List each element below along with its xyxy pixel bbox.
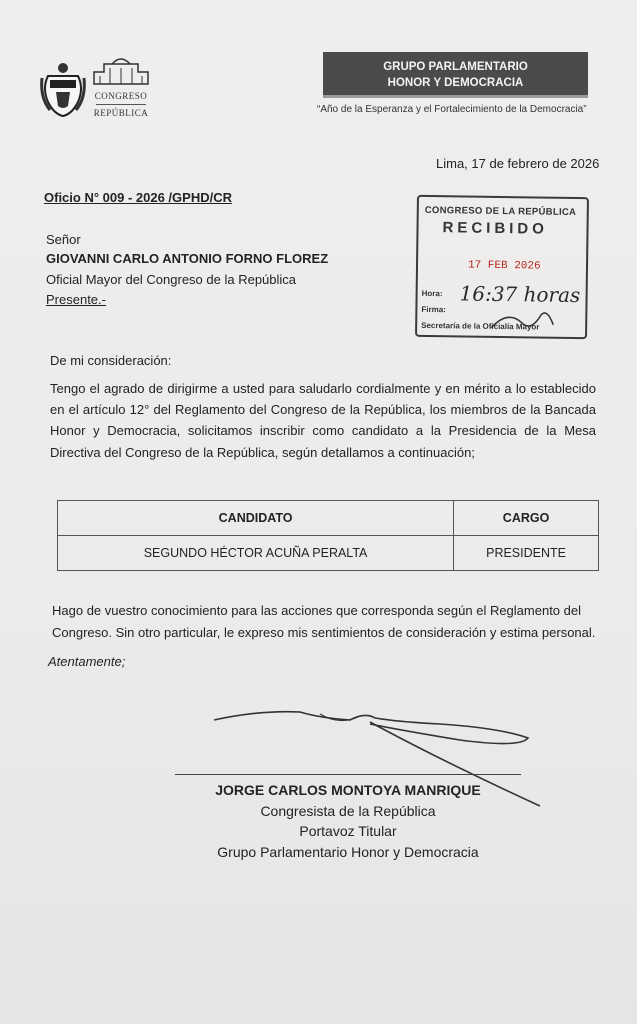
received-stamp bbox=[415, 195, 589, 339]
logo-divider bbox=[96, 104, 146, 105]
year-motto: “Año de la Esperanza y el Fortalecimiento de la Democracia” bbox=[317, 104, 587, 115]
congreso-logo bbox=[90, 54, 152, 120]
stamp-date: 17 FEB 2026 bbox=[467, 259, 541, 273]
stamp-hora-label: Hora: bbox=[421, 288, 443, 299]
farewell: Atentamente; bbox=[48, 654, 126, 669]
table-cell-candidate: SEGUNDO HÉCTOR ACUÑA PERALTA bbox=[58, 536, 454, 571]
signer-role-3: Grupo Parlamentario Honor y Democracia bbox=[217, 844, 479, 860]
recipient-title: Oficial Mayor del Congreso de la República bbox=[46, 272, 297, 287]
candidate-table bbox=[57, 500, 599, 571]
table-header-candidato: CANDIDATO bbox=[58, 501, 454, 536]
table-row bbox=[58, 536, 599, 571]
group-name-line2: HONOR Y DEMOCRACIA bbox=[387, 77, 524, 89]
recipient-name: GIOVANNI CARLO ANTONIO FORNO FLOREZ bbox=[46, 251, 329, 266]
stamp-footer: Secretaría de la Oficialía Mayor bbox=[421, 320, 540, 332]
signature-line bbox=[175, 774, 521, 775]
salutation: Señor bbox=[46, 232, 81, 247]
closing-line2: Congreso. Sin otro particular, le expreso mis sentimientos de consideración y estima personal. bbox=[52, 625, 596, 640]
closing-paragraph bbox=[52, 600, 637, 644]
table-cell-position: PRESIDENTE bbox=[454, 536, 599, 571]
stamp-firma-label: Firma: bbox=[421, 304, 446, 315]
greeting: De mi consideración: bbox=[50, 353, 172, 368]
group-name-line1: GRUPO PARLAMENTARIO bbox=[383, 61, 528, 73]
table-header-row bbox=[58, 501, 599, 536]
table-header-cargo: CARGO bbox=[454, 501, 599, 536]
stamp-institution: CONGRESO DE LA REPÚBLICA bbox=[424, 204, 577, 219]
peru-coat-of-arms-icon bbox=[40, 58, 86, 120]
congress-building-icon bbox=[90, 54, 152, 86]
congreso-logo-text-1: CONGRESO bbox=[94, 91, 148, 101]
body-paragraph: Tengo el agrado de dirigirme a usted para saludarlo cordialmente y en mérito a lo establecido en el artículo 12° del Reglamento del Congreso de la República, los miembros de la Bancada Honor y Democracia, solicitamos inscribir como candidato a la Presidencia de la Mesa Directiva del Congreso de la República, según detallamos a continuación; bbox=[50, 381, 596, 460]
signer-name: JORGE CARLOS MONTOYA MANRIQUE bbox=[215, 782, 481, 798]
stamp-hora-handwritten: 16:37 horas bbox=[459, 281, 581, 308]
stamp-received: RECIBIDO bbox=[442, 219, 548, 238]
signer-role-1: Congresista de la República bbox=[260, 803, 436, 819]
group-name-banner bbox=[323, 52, 588, 98]
signer-role-2: Portavoz Titular bbox=[299, 823, 397, 839]
congreso-logo-text-2: REPÚBLICA bbox=[93, 108, 149, 118]
stamp-initials-scribble bbox=[487, 306, 557, 337]
presente: Presente.- bbox=[46, 292, 106, 307]
closing-line1: Hago de vuestro conocimiento para las acciones que corresponda según el Reglamento del bbox=[52, 603, 581, 618]
oficio-reference: Oficio N° 009 - 2026 /GPHD/CR bbox=[44, 190, 232, 205]
letter-date: Lima, 17 de febrero de 2026 bbox=[436, 156, 600, 171]
